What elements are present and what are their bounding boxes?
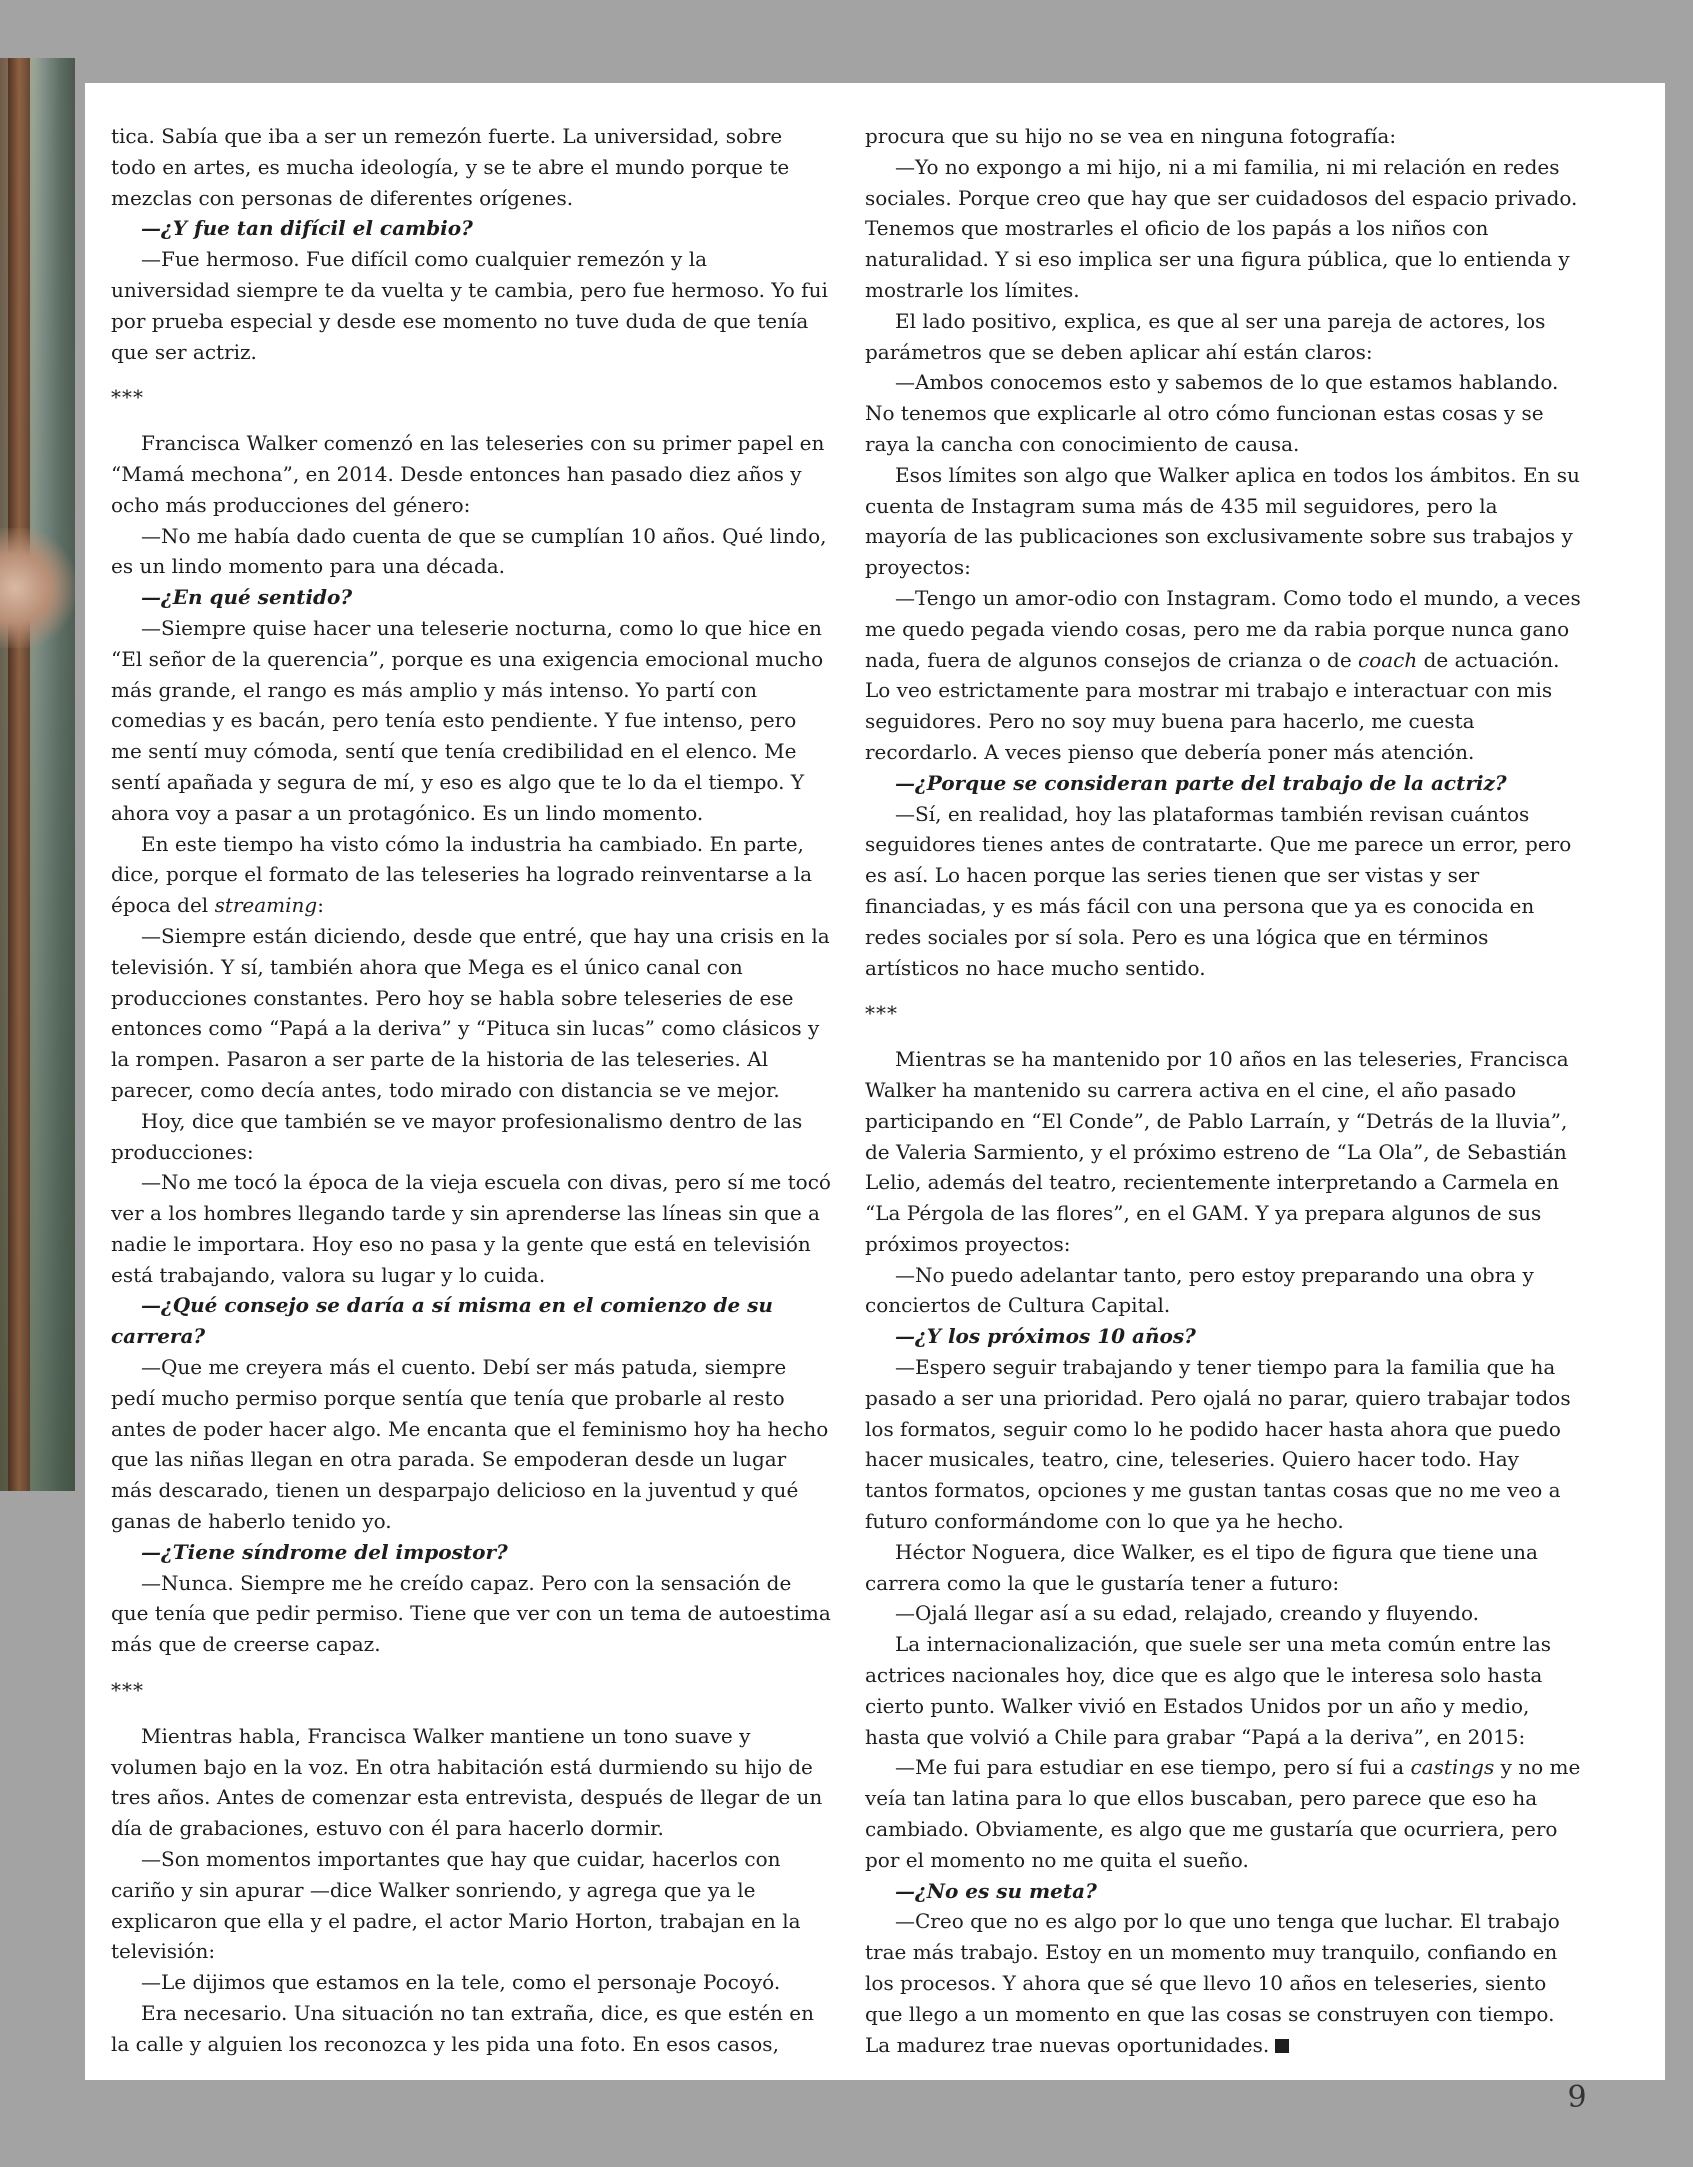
italic-term: streaming [214,893,318,918]
paragraph-text: —¿Porque se consideran parte del trabajo de la actriz? [895,770,1507,795]
paragraph [111,1967,831,1998]
paragraph [111,1167,831,1290]
paragraph-text: Hoy, dice que también se ve mayor profesionalismo dentro de las producciones: [111,1108,803,1164]
paragraph [111,613,831,829]
paragraph [111,1106,831,1168]
paragraph-text: —Tengo un amor-odio con Instagram. Como todo el mundo, a veces me quedo pegada viendo cosas, pero me da rabia porque nunca gano nada, fuera de algunos consejos de crianza o de [865,585,1581,672]
paragraph-text: —Ojalá llegar así a su edad, relajado, creando y fluyendo. [895,1601,1480,1626]
paragraph [865,1537,1583,1599]
section-separator [111,1675,831,1706]
paragraph [865,1906,1583,2060]
photo-edge-image [0,58,75,1491]
paragraph [111,1721,831,1844]
interview-question [111,1290,831,1352]
paragraph [111,921,831,1106]
paragraph-text: Francisca Walker comenzó en las teleseries con su primer papel en “Mamá mechona”, en 2014. Desde entonces han pasado diez años y ocho más producciones del género: [111,431,825,517]
paragraph-text: —No puedo adelantar tanto, pero estoy preparando una obra y conciertos de Cultura Capital. [865,1262,1534,1318]
right-column [865,121,1583,2060]
paragraph-text: Mientras habla, Francisca Walker mantiene un tono suave y volumen bajo en la voz. En otra habitación está durmiendo su hijo de tres años. Antes de comenzar esta entrevista, después de llegar de un día de grabaciones, estuvo con él para hacerlo dormir. [111,1723,823,1841]
paragraph [865,1598,1583,1629]
magazine-page [85,83,1665,2080]
paragraph [111,428,831,520]
paragraph-continuation [865,121,1583,152]
paragraph-text: —¿Qué consejo se daría a sí misma en el comienzo de su carrera? [111,1293,773,1349]
paragraph-text: —Son momentos importantes que hay que cuidar, hacerlos con cariño y sin apurar —dice Walker sonriendo, y agrega que ya le explicaron que ella y el padre, el actor Mario Horton, trabajan en la televisión: [111,1847,801,1964]
paragraph-text: —Le dijimos que estamos en la tele, como el personaje Pocoyó. [141,1970,781,1995]
italic-term: coach [1358,647,1418,672]
paragraph [111,521,831,583]
paragraph-text: —¿Y fue tan difícil el cambio? [141,216,473,241]
interview-question [111,582,831,613]
paragraph-text: Esos límites son algo que Walker aplica en todos los ámbitos. En su cuenta de Instagram suma más de 435 mil seguidores, pero la mayoría de las publicaciones son exclusivamente sobre sus trabajos y proyectos: [865,462,1580,580]
paragraph-text: —Me fui para estudiar en ese tiempo, pero sí fui a [895,1755,1411,1780]
paragraph [865,367,1583,459]
paragraph-text: La internacionalización, que suele ser una meta común entre las actrices nacionales hoy, dice que es algo que le interesa solo hasta cierto punto. Walker vivió en Estados Unidos por un año y medio, hasta que volvió a Chile para grabar “Papá a la deriva”, en 2015: [865,1632,1552,1749]
paragraph-text: —Nunca. Siempre me he creído capaz. Pero con la sensación de que tenía que pedir permiso. Tiene que ver con un tema de autoestima más que de creerse capaz. [111,1570,831,1657]
paragraph-text: —Ambos conocemos esto y sabemos de lo que estamos hablando. No tenemos que explicarle al otro cómo funcionan estas cosas y se raya la cancha con conocimiento de causa. [865,370,1559,456]
page-number: 9 [1567,2080,1587,2115]
left-column [111,121,831,2060]
interview-question [111,213,831,244]
paragraph [865,1260,1583,1322]
paragraph [865,152,1583,306]
interview-question [865,768,1583,799]
paragraph [865,306,1583,368]
italic-term: castings [1410,1755,1495,1780]
paragraph-text: Héctor Noguera, dice Walker, es el tipo de figura que tiene una carrera como la que le gustaría tener a futuro: [865,1539,1538,1595]
paragraph-text: —Fue hermoso. Fue difícil como cualquier remezón y la universidad siempre te da vuelta y te cambia, pero fue hermoso. Yo fui por prueba especial y desde ese momento no tuve duda de que tenía que ser actriz. [111,247,828,364]
paragraph-text: —Que me creyera más el cuento. Debí ser más patuda, siempre pedí mucho permiso porque sentía que tenía que probarle al resto antes de poder hacer algo. Me encanta que el feminismo hoy ha hecho que las niñas llegan en otra parada. Se empoderan desde un lugar más descarado, tienen un desparpajo delicioso en la juventud y qué ganas de haberlo tenido yo. [111,1355,829,1534]
paragraph-text: —¿En qué sentido? [141,585,353,610]
paragraph-text: En este tiempo ha visto cómo la industria ha cambiado. En parte, dice, porque el formato de las teleseries ha logrado reinventarse a la época del [111,831,813,918]
paragraph-text: Mientras se ha mantenido por 10 años en las teleseries, Francisca Walker ha mantenido su carrera activa en el cine, el año pasado participando en “El Conde”, de Pablo Larraín, y “Detrás de la lluvia”, de Valeria Sarmiento, y el próximo estreno de “La Ola”, de Sebastián Lelio, además del teatro, recientemente interpretando a Carmela en “La Pérgola de las flores”, en el GAM. Y ya prepara algunos de sus próximos proyectos: [865,1047,1569,1256]
paragraph [865,1352,1583,1537]
paragraph-text: —Siempre están diciendo, desde que entré, que hay una crisis en la televisión. Y sí, también ahora que Mega es el único canal con producciones constantes. Pero hoy se habla sobre teleseries de ese entonces como “Papá a la deriva” y “Pituca sin lucas” como clásicos y la rompen. Pasaron a ser parte de la historia de las teleseries. Al parecer, como decía antes, todo mirado con distancia se ve mejor. [111,923,830,1102]
end-of-article-mark [1275,2039,1289,2053]
paragraph-text: *** [111,1678,144,1703]
paragraph-text: —¿Tiene síndrome del impostor? [141,1539,508,1564]
paragraph-text: Era necesario. Una situación no tan extraña, dice, es que estén en la calle y alguien los reconozca y les pida una foto. En esos casos, [111,2001,814,2056]
section-separator [111,382,831,413]
paragraph [865,799,1583,984]
paragraph-text: *** [111,385,144,410]
paragraph [865,1044,1583,1260]
paragraph-text: —Creo que no es algo por lo que uno tenga que luchar. El trabajo trae más trabajo. Estoy en un momento muy tranquilo, confiando en los procesos. Y ahora que sé que llevo 10 años en teleseries, siento que llego a un momento en que las cosas se construyen con tiempo. La madurez trae nuevas oportunidades. [865,1909,1560,2057]
paragraph [111,1352,831,1537]
interview-question [865,1321,1583,1352]
paragraph-text: *** [865,1001,898,1026]
paragraph [111,1844,831,1967]
paragraph [111,244,831,367]
paragraph-text: —Siempre quise hacer una teleserie nocturna, como lo que hice en “El señor de la querencia”, porque es una exigencia emocional mucho más grande, el rango es más amplio y más intenso. Yo partí con comedias y es bacán, pero tenía esto pendiente. Y fue intenso, pero me sentí muy cómoda, sentí que tenía credibilidad en el elenco. Me sentí apañada y segura de mí, y eso es algo que te lo da el tiempo. Y ahora voy a pasar a un protagónico. Es un lindo momento. [111,615,824,825]
paragraph [865,583,1583,768]
paragraph-text: de actuación. Lo veo estrictamente para mostrar mi trabajo e interactuar con mis seguidores. Pero no soy muy buena para hacerlo, me cuesta recordarlo. A veces pienso que debería poner más atención. [865,647,1560,764]
paragraph-text: tica. Sabía que iba a ser un remezón fuerte. La universidad, sobre todo en artes, es mucha ideología, y se te abre el mundo porque te mezclas con personas de diferentes orígenes. [111,124,790,210]
paragraph [865,1752,1583,1875]
paragraph-text: y no me veía tan latina para lo que ellos buscaban, pero parece que eso ha cambiado. Obviamente, es algo que me gustaría que ocurriera, pero por el momento no me quita el sueño. [865,1755,1581,1872]
paragraph [111,1998,831,2060]
paragraph-text: —No me tocó la época de la vieja escuela con divas, pero sí me tocó ver a los hombres llegando tarde y sin aprenderse las líneas sin que a nadie le importara. Hoy eso no pasa y la gente que está en televisión está trabajando, valora su lugar y lo cuida. [111,1170,831,1287]
paragraph-text: El lado positivo, explica, es que al ser una pareja de actores, los parámetros que se deben aplicar ahí están claros: [865,308,1546,364]
paragraph [865,1629,1583,1752]
paragraph-text: —No me había dado cuenta de que se cumplían 10 años. Qué lindo, es un lindo momento para una década. [111,523,827,579]
paragraph-text: —Espero seguir trabajando y tener tiempo para la familia que ha pasado a ser una prioridad. Pero ojalá no parar, quiero trabajar todos los formatos, seguir como lo he podido hacer hasta ahora que puedo hacer musicales, teatro, cine, teleseries. Quiero hacer todo. Hay tantos formatos, opciones y me gustan tantas cosas que no me veo a futuro conformándome con lo que ya he hecho. [865,1355,1571,1534]
paragraph-text: procura que su hijo no se vea en ninguna fotografía: [865,124,1397,148]
paragraph-text: —Yo no expongo a mi hijo, ni a mi familia, ni mi relación en redes sociales. Porque creo que hay que ser cuidadosos del espacio privado. Tenemos que mostrarles el oficio de los papás a los niños con naturalidad. Y si eso implica ser una figura pública, que lo entienda y mostrarle los límites. [865,154,1578,302]
paragraph-continuation [111,121,831,213]
paragraph [111,1568,831,1660]
paragraph-text: —¿No es su meta? [895,1878,1097,1903]
interview-question [111,1537,831,1568]
section-separator [865,998,1583,1029]
paragraph [111,829,831,921]
paragraph [865,460,1583,583]
paragraph-text: —¿Y los próximos 10 años? [895,1324,1196,1349]
paragraph-text: —Sí, en realidad, hoy las plataformas también revisan cuántos seguidores tienes antes de contratarte. Que me parece un error, pero es así. Lo hacen porque las series tienen que ser vistas y ser financiadas, y es más fácil con una persona que ya es conocida en redes sociales por sí sola. Pero es una lógica que en términos artísticos no hace mucho sentido. [865,801,1572,980]
interview-question [865,1876,1583,1907]
paragraph-text: : [317,893,324,918]
